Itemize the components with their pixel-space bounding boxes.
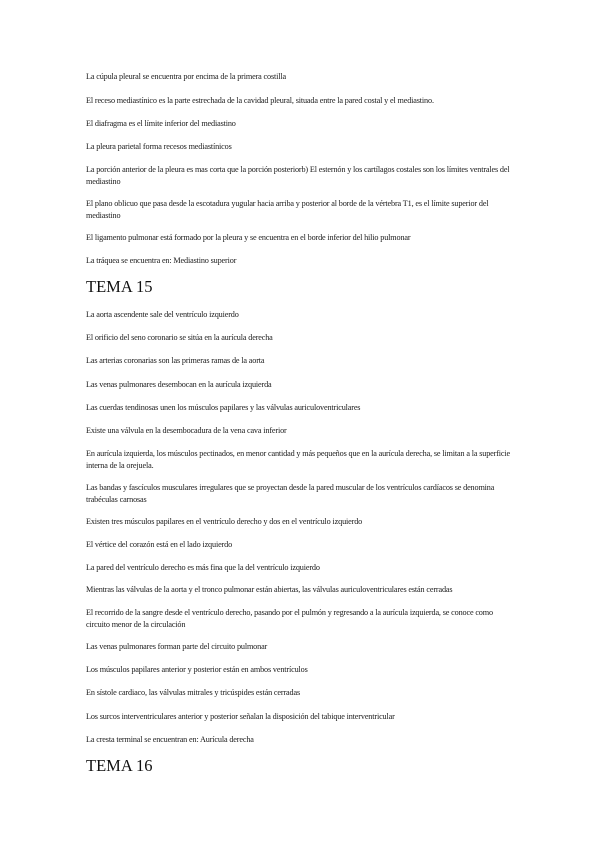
statement: La cúpula pleural se encuentra por encima de la primera costilla [86,72,286,81]
statement: Las venas pulmonares forman parte del circuito pulmonar [86,642,268,651]
statement: Los surcos interventriculares anterior y posterior señalan la disposición del tabique interventricular [86,712,395,721]
statement: En aurícula izquierda, los músculos pectinados, en menor cantidad y más pequeños que en la aurícula derecha, se limitan a la superficie interna de la orejuela. [86,449,510,470]
statement: La porción anterior de la pleura es mas corta que la porción posteriorb) El esternón y los cartílagos costales son los límites ventrales del mediastino [86,165,510,186]
statement: El plano oblicuo que pasa desde la escotadura yugular hacia arriba y posterior al borde de la vértebra T1, es el límite superior del mediastino [86,199,489,220]
statement: La pleura parietal forma recesos mediastínicos [86,142,232,151]
statement: El receso mediastínico es la parte estrechada de la cavidad pleural, situada entre la pared costal y el mediastino. [86,96,434,105]
statement: En sístole cardiaco, las válvulas mitrales y tricúspides están cerradas [86,688,300,697]
statement: El ligamento pulmonar está formado por la pleura y se encuentra en el borde inferior del hilio pulmonar [86,233,411,242]
statement: Las bandas y fascículos musculares irregulares que se proyectan desde la pared muscular de los ventrículos cardíacos se denomina trabéculas carnosas [86,483,495,504]
statement: El diafragma es el límite inferior del mediastino [86,119,236,128]
statement: La aorta ascendente sale del ventrículo izquierdo [86,310,239,319]
statement: Las arterias coronarias son las primeras ramas de la aorta [86,356,265,365]
statement: Mientras las válvulas de la aorta y el tronco pulmonar están abiertas, las válvulas auriculoventriculares están cerradas [86,585,453,594]
statement: Las venas pulmonares desembocan en la aurícula izquierda [86,380,272,389]
section-heading-tema-16: TEMA 16 [86,756,153,775]
section-heading-tema-15: TEMA 15 [86,277,153,296]
statement: La pared del ventrículo derecho es más fina que la del ventrículo izquierdo [86,563,320,572]
statement: El vértice del corazón está en el lado izquierdo [86,540,233,549]
statement: La tráquea se encuentra en: Mediastino superior [86,256,237,265]
statement: La cresta terminal se encuentran en: Aurícula derecha [86,735,254,744]
statement: Existen tres músculos papilares en el ventrículo derecho y dos en el ventrículo izquierdo [86,517,363,526]
statement: El recorrido de la sangre desde el ventrículo derecho, pasando por el pulmón y regresando a la aurícula izquierda, se conoce como circuito menor de la circulación [86,608,493,629]
statement: El orificio del seno coronario se sitúa en la aurícula derecha [86,333,273,342]
statement: Los músculos papilares anterior y posterior están en ambos ventrículos [86,665,308,674]
statement: Existe una válvula en la desembocadura de la vena cava inferior [86,426,287,435]
statement: Las cuerdas tendinosas unen los músculos papilares y las válvulas auriculoventriculares [86,403,361,412]
